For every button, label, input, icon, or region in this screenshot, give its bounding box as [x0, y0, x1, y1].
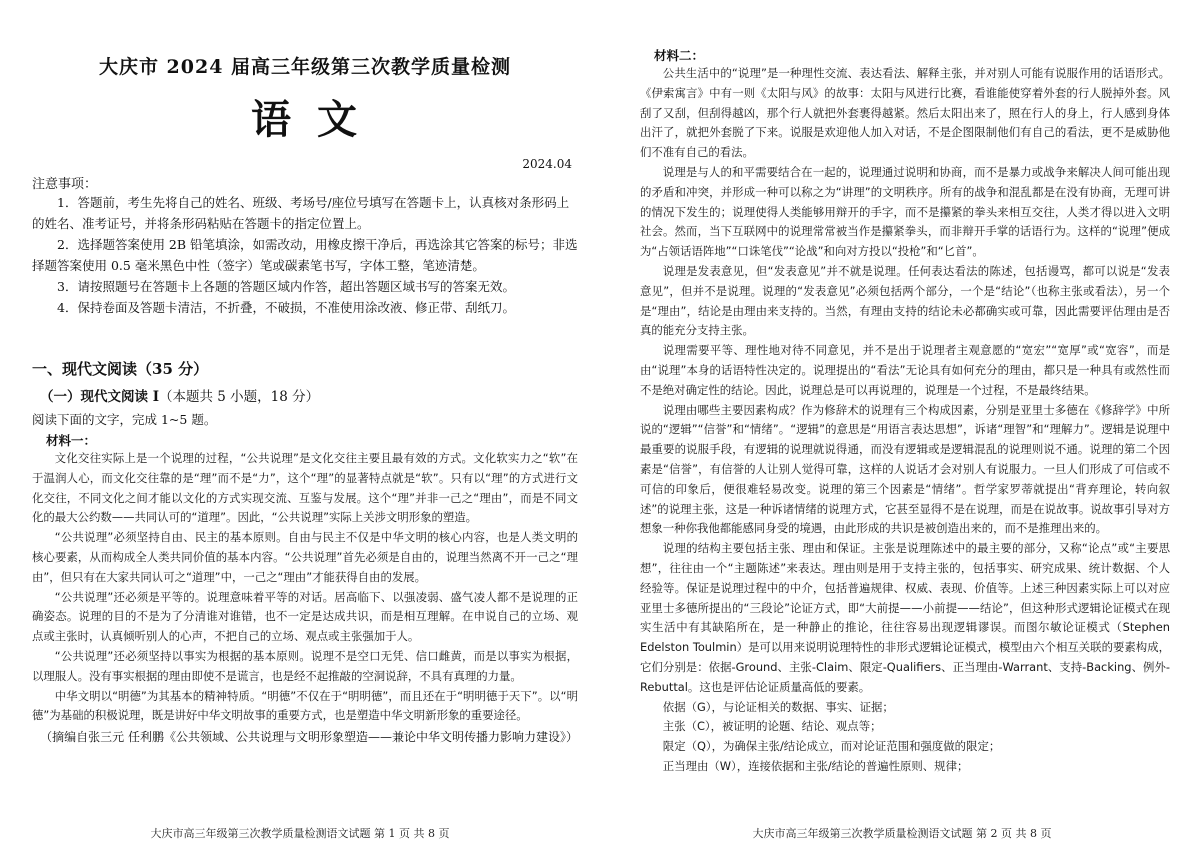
- exam-title: 大庆市 2024 届高三年级第三次教学质量检测: [98, 56, 512, 78]
- paragraph: “公共说理”还必须坚持以事实为根据的基本原则。说理不是空口无凭、信口雌黄，而是以事实为根据，以理服人。没有事实根据的理由即使不是谎言，也是经不起推敲的空洞说辞，不具有真理的力量。: [32, 648, 578, 683]
- paragraph: “公共说理”还必须是平等的。说理意味着平等的对话。居高临下、以强凌弱、盛气凌人都不是说理的正确姿态。说理的目的不是为了分清谁对谁错，也不一定是达成共识，而是相互理解。在申说自己的立场、观点或主张时，认真倾听别人的心声，不把自己的立场、观点或主张强加于人。: [32, 589, 578, 644]
- paragraph: 说理需要平等、理性地对待不同意见，并不是出于说理者主观意愿的“宽宏”“宽厚”或“宽容”，而是由“说理”本身的话语特性决定的。说理提出的“看法”无论具有如何充分的理由，都只是一种具有或然性而不是绝对确定性的结论。因此，说理总是可以再说理的，说理是一个过程，不是最终结果。: [640, 343, 1170, 397]
- definition-item: 限定（Q），为确保主张/结论成立，而对论证范围和强度做的限定；: [662, 739, 1001, 754]
- paragraph: “公共说理”必须坚持自由、民主的基本原则。自由与民主不仅是中华文明的核心内容，也是人类文明的核心要素，从而构成全人类共同价值的基本内容。“公共说理”首先必须是自由的，说理当然离不开一己之“理由”，但只有在大家共同认可之“道理”中，一己之“理由”才能获得自由的发展。: [32, 530, 578, 584]
- subsection-title-detail: （本题共 5 小题，18 分）: [159, 389, 320, 405]
- material-label: 材料一：: [46, 433, 97, 448]
- reading-instruction: 阅读下面的文字，完成 1~5 题。: [32, 412, 217, 427]
- paragraph: 说理是发表意见，但“发表意见”并不就是说理。任何表达看法的陈述，包括谩骂，都可以说是“发表意见”，但并不是说理。说理的“发表意见”必须包括两个部分，一个是“结论”（也称主张或看法），另一个是“理由”，结论是由理由来支持的。当然，有理由支持的结论未必都确实或可靠，因此需要评估理由是否真的能充分支持主张。: [640, 263, 1170, 338]
- notice-item: 1．答题前，考生先将自己的姓名、班级、考场号/座位号填写在答题卡上，认真核对条形码上的姓名、准考证号，并将条形码粘贴在答题卡的指定位置上。: [32, 195, 570, 231]
- paragraph: 文化交往实际上是一个说理的过程，“公共说理”是文化交往主要且最有效的方式。文化软实力之“软”在于温润人心，而文化交往靠的是“理”而不是“力”，这个“理”的显著特点就是“软”。只有以“理”的方式进行文化交往，不同文化之间才能以文化的方式实现交流、互鉴与发展。这个“理”并非一己之“理由”，而是不同文化的最大公约数——共同认可的“道理”。因此，“公共说理”实际上关涉文明形象的塑造。: [32, 451, 578, 525]
- page-footer: 大庆市高三年级第三次教学质量检测语文试题 第 1 页 共 8 页: [150, 827, 450, 840]
- definition-item: 主张（C），被证明的论题、结论、观点等；: [662, 719, 882, 734]
- notice-item: 3．请按照题号在答题卡上各题的答题区域内作答，超出答题区域书写的答案无效。: [57, 279, 515, 294]
- citation: （摘编自张三元 任利鹏《公共领域、公共说理与文明形象塑造——兼论中华文明传播力影响力建设》）: [40, 730, 578, 745]
- paragraph: 说理的结构主要包括主张、理由和保证。主张是说理陈述中的最主要的部分，又称“论点”或“主要思想”，往往由一个“主题陈述”来表达。理由则是用于支持主张的，包括事实、研究成果、统计数据、个人经验等。保证是说理过程中的中介，包括普遍规律、权威、表现、价值等。上述三种因素实际上可以对应亚里士多德所提出的“三段论”论证方式，即“大前提——小前提——结论”，但这种形式逻辑论证模式在现实生活中有其缺陷所在，是一种静止的推论，往往容易出现逻辑谬误。而图尔敏论证模式（Stephen Edelston Toulmin）是可以用来说明说理特性的非形式逻辑论证模式，模型由六个相互关联的要素构成，它们分别是：依据-Ground、主张-Claim、限定-Qualifiers、正当理由-Warrant、支持-Backing、例外-Rebuttal。这也是评估论证质量高低的要素。: [640, 541, 1170, 694]
- exam-date: 2024.04: [522, 157, 572, 171]
- notice-item: 4．保持卷面及答题卡清洁，不折叠，不破损，不准使用涂改液、修正带、刮纸刀。: [57, 300, 515, 315]
- page-footer: 大庆市高三年级第三次教学质量检测语文试题 第 2 页 共 8 页: [752, 827, 1052, 840]
- definition-item: 正当理由（W），连接依据和主张/结论的普遍性原则、规律；: [662, 758, 969, 773]
- section-title: 一、现代文阅读（35 分）: [32, 360, 209, 378]
- definition-item: 依据（G），与论证相关的数据、事实、证据；: [662, 699, 894, 714]
- notice-heading: 注意事项：: [32, 177, 98, 192]
- subsection-title: [40, 385, 578, 405]
- notice-item: 2．选择题答案使用 2B 铅笔填涂，如需改动，用橡皮擦干净后，再选涂其它答案的标号；非选择题答案使用 0.5 毫米黑色中性（签字）笔或碳素笔书写，字体工整，笔迹清楚。: [32, 237, 578, 273]
- page-2: [604, 0, 1200, 861]
- subsection-title-bold: （一）现代文阅读 I: [40, 389, 160, 405]
- paragraph: 中华文明以“明德”为其基本的精神特质。“明德”不仅在于“明明德”，而且还在于“明明德于天下”。以“明德”为基础的积极说理，既是讲好中华文明故事的重要方式，也是塑造中华文明新形象的重要途径。: [32, 688, 578, 723]
- paragraph: 公共生活中的“说理”是一种理性交流、表达看法、解释主张，并对别人可能有说服作用的话语形式。《伊索寓言》中有一则《太阳与风》的故事：太阳与风进行比赛，看谁能使穿着外套的行人脱掉外套。风刮了又刮，但刮得越凶，那个行人就把外套裹得越紧。然后太阳出来了，照在行人的身上，行人感到身体出汗了，就把外套脱了下来。说服是欢迎他人加入对话，不是企图限制他们有自己的看法，更不是威胁他们不准有自己的看法。: [640, 66, 1170, 160]
- material-label: 材料二：: [654, 48, 705, 63]
- paragraph: 说理是与人的和平需要结合在一起的，说理通过说明和协商，而不是暴力或战争来解决人间可能出现的矛盾和冲突，并形成一种可以称之为“讲理”的文明秩序。所有的战争和混乱都是在没有协商，无理可讲的情况下发生的；说理使得人类能够用辩开的手字，而不是攥紧的拳头来相互交往，人类才得以进入文明社会。然而，当下互联网中的说理常常被当作是攥紧拳头，而非辩开手掌的话语行为。这样的“说理”便成为“占领话语阵地”“口诛笔伐”“论战”和向对方投以“投枪”和“匕首”。: [640, 164, 1170, 259]
- subject-title: 语文: [251, 96, 383, 143]
- paragraph: 说理由哪些主要因素构成？作为修辞术的说理有三个构成因素，分别是亚里士多德在《修辞学》中所说的“逻辑”“信誉”和“情绪”。“逻辑”的意思是“用语言表达思想”，诉诸“理智”和“理解力”。逻辑是说理中最重要的说服手段，有逻辑的说理就说得通，而没有逻辑或是逻辑混乱的说理则说不通。说理的第二个因素是“信誉”，有信誉的人让别人觉得可靠，这样的人说话才会对别人有说服力。一旦人们形成了可信或不可信的印象后，便很难轻易改变。说理的第三个因素是“情绪”。哲学家罗蒂就提出“背弃理论，转向叙述”的说理主张，这是一种诉诸情绪的说理方式，它甚至显得不是在说理，而是在说故事。说故事引导对方想象一种你我他都能感同身受的境遇，由此形成的共识是被创造出来的，而不是推理出来的。: [640, 402, 1170, 536]
